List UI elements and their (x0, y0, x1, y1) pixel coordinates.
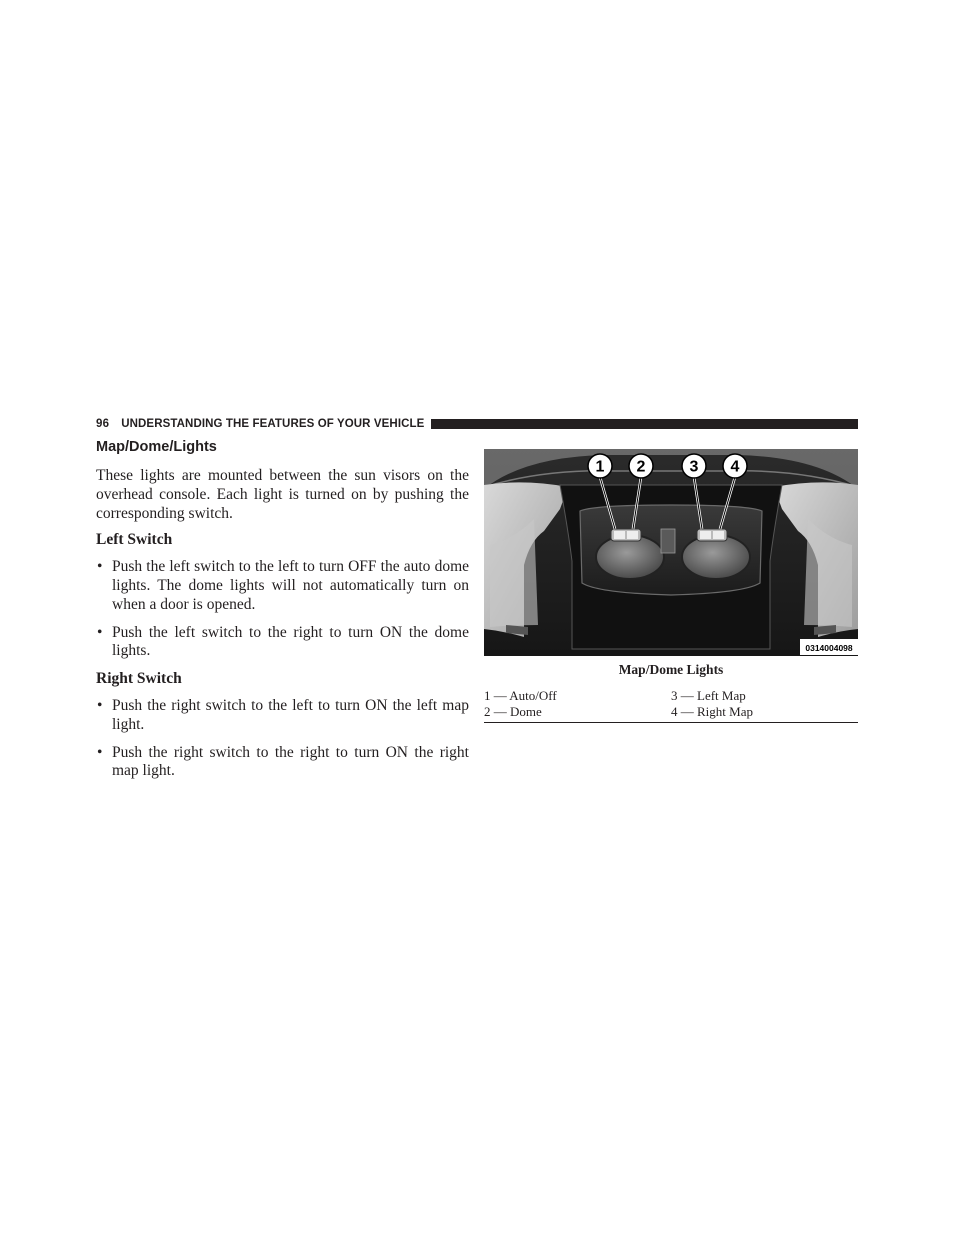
bullet-text: Push the left switch to the left to turn OFF the auto dome lights. The dome lights will not automatically turn on when a door is opened. (112, 558, 469, 613)
legend-item: 1 — Auto/Off (484, 688, 557, 703)
list-item (96, 558, 469, 614)
callout-label-1: 1 (595, 458, 605, 476)
left-lens-shape (596, 535, 664, 579)
right-switch-title: Right Switch (96, 670, 182, 688)
callout-label-3: 3 (689, 458, 699, 476)
bullet-icon: • (97, 623, 103, 641)
list-item (96, 624, 469, 662)
callout-2 (629, 454, 653, 478)
list-item (96, 744, 469, 782)
figure-caption: Map/Dome Lights (618, 662, 724, 677)
callout-4 (723, 454, 747, 478)
figure-legend (484, 688, 858, 719)
intro-paragraph: These lights are mounted between the sun visors on the overhead console. Each light is turned on by pushing the corresponding switch. (96, 467, 469, 522)
image-code: 0314004098 (805, 643, 853, 653)
legend-item: 4 — Right Map (671, 703, 753, 719)
legend-rule (484, 722, 858, 723)
callout-3 (682, 454, 706, 478)
list-item (96, 697, 469, 735)
page-number: 96 (96, 418, 110, 430)
header-rule (431, 419, 858, 429)
section-title: UNDERSTANDING THE FEATURES OF YOUR VEHICLE (121, 418, 425, 430)
text-column (96, 437, 469, 790)
legend-item: 2 — Dome (484, 703, 542, 719)
bullet-text: Push the left switch to the right to turn ON the dome lights. (112, 623, 469, 660)
section-heading: Map/Dome/Lights (96, 439, 217, 455)
page-header (96, 417, 858, 431)
bullet-text: Push the right switch to the left to turn ON the left map light. (112, 696, 469, 733)
bullet-icon: • (97, 743, 103, 761)
legend-row (484, 704, 858, 720)
left-switch-title: Left Switch (96, 531, 173, 549)
bullet-icon: • (97, 696, 103, 714)
legend-item: 3 — Left Map (671, 688, 746, 703)
legend-row (484, 688, 858, 704)
bullet-text: Push the right switch to the right to turn ON the right map light. (112, 743, 469, 780)
overhead-console-illustration (484, 449, 858, 656)
callout-label-4: 4 (730, 458, 740, 476)
bullet-icon: • (97, 558, 103, 576)
right-lens-shape (682, 535, 750, 579)
callout-1 (588, 454, 612, 478)
callout-label-2: 2 (636, 458, 646, 476)
